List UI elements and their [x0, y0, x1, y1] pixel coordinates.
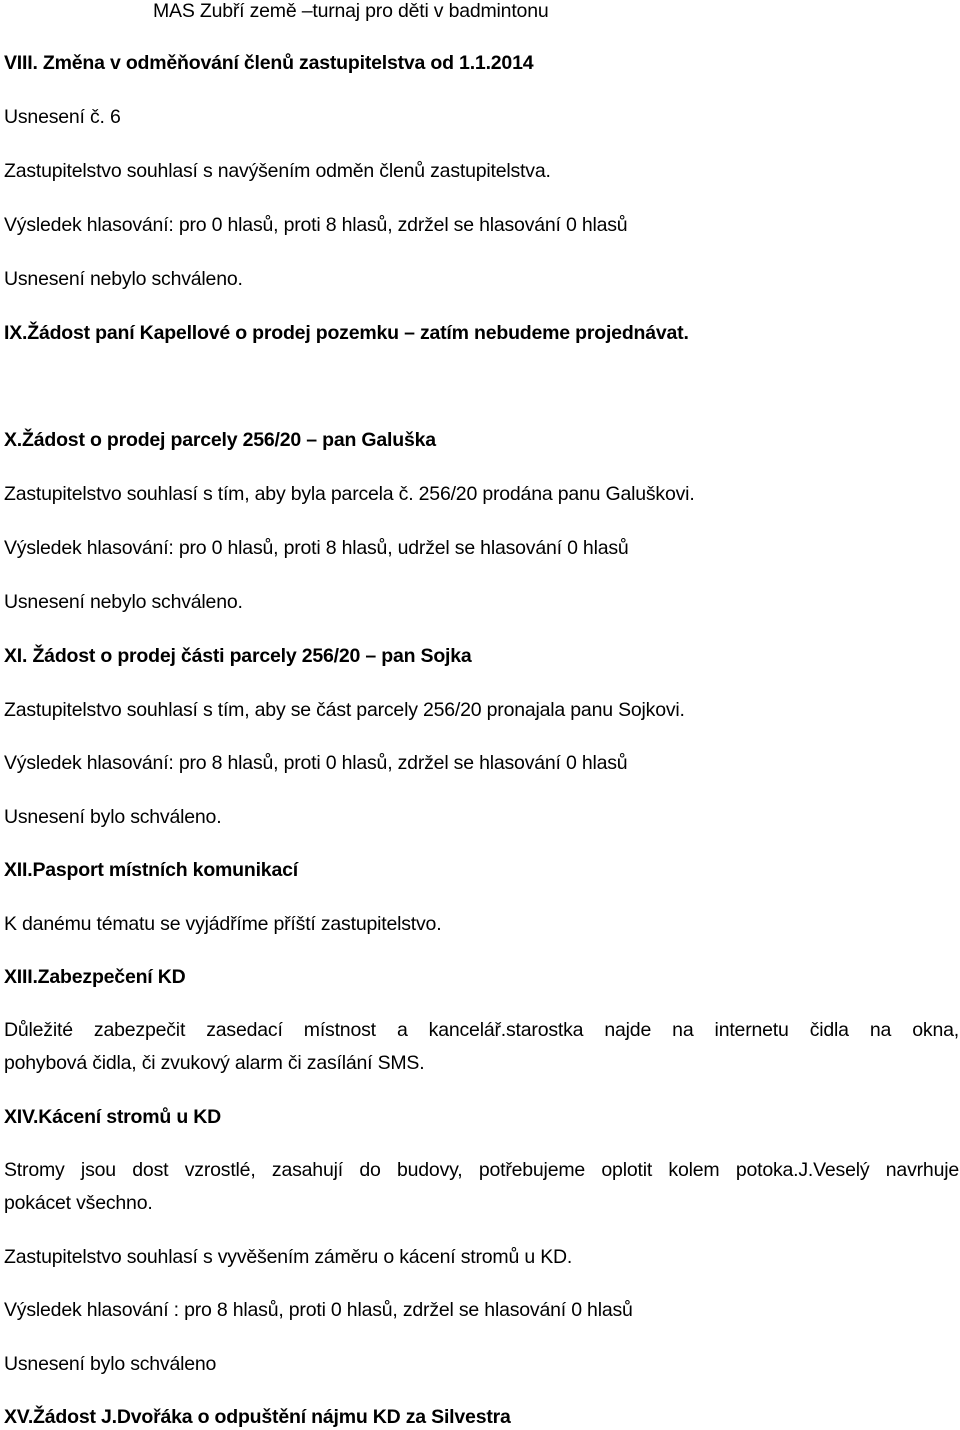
paragraph-text: Zastupitelstvo souhlasí s navýšením odměn členů zastupitelstva. [4, 160, 551, 182]
paragraph-text: Zastupitelstvo souhlasí s tím, aby se část parcely 256/20 pronajala panu Sojkovi. [4, 699, 685, 721]
vote-result: Výsledek hlasování : pro 8 hlasů, proti 0 hlasů, zdržel se hlasování 0 hlasů [4, 1299, 633, 1321]
page-header: MAS Zubří země –turnaj pro děti v badmintonu [153, 0, 549, 22]
paragraph-text-continued: pokácet všechno. [4, 1192, 153, 1214]
paragraph-text: Důležité zabezpečit zasedací místnost a kancelář.starostka najde na internetu čidla na okna, [4, 1019, 959, 1041]
heading-viii: VIII. Změna v odměňování členů zastupitelstva od 1.1.2014 [4, 52, 534, 74]
heading-ix: IX.Žádost paní Kapellové o prodej pozemku – zatím nebudeme projednávat. [4, 322, 689, 344]
heading-xiv: XIV.Kácení stromů u KD [4, 1106, 222, 1128]
vote-result: Výsledek hlasování: pro 0 hlasů, proti 8 hlasů, udržel se hlasování 0 hlasů [4, 537, 629, 559]
vote-result: Výsledek hlasování: pro 8 hlasů, proti 0 hlasů, zdržel se hlasování 0 hlasů [4, 752, 628, 774]
heading-x: X.Žádost o prodej parcely 256/20 – pan Galuška [4, 429, 436, 451]
paragraph-text: K danému tématu se vyjádříme příští zastupitelstvo. [4, 913, 442, 935]
paragraph-text: Zastupitelstvo souhlasí s tím, aby byla parcela č. 256/20 prodána panu Galuškovi. [4, 483, 695, 505]
heading-xi: XI. Žádost o prodej části parcely 256/20 – pan Sojka [4, 645, 472, 667]
resolution-status: Usnesení nebylo schváleno. [4, 268, 243, 290]
resolution-number: Usnesení č. 6 [4, 106, 121, 128]
resolution-status: Usnesení nebylo schváleno. [4, 591, 243, 613]
resolution-status: Usnesení bylo schváleno. [4, 806, 222, 828]
heading-xii: XII.Pasport místních komunikací [4, 859, 298, 881]
paragraph-text-continued: pohybová čidla, či zvukový alarm či zasílání SMS. [4, 1052, 425, 1074]
paragraph-text: Zastupitelstvo souhlasí s vyvěšením záměru o kácení stromů u KD. [4, 1246, 573, 1268]
paragraph-text: Stromy jsou dost vzrostlé, zasahují do budovy, potřebujeme oplotit kolem potoka.J.Veselý navrhuje [4, 1159, 959, 1181]
vote-result: Výsledek hlasování: pro 0 hlasů, proti 8 hlasů, zdržel se hlasování 0 hlasů [4, 214, 628, 236]
heading-xiii: XIII.Zabezpečení KD [4, 966, 186, 988]
resolution-status: Usnesení bylo schváleno [4, 1353, 217, 1375]
heading-xv: XV.Žádost J.Dvořáka o odpuštění nájmu KD za Silvestra [4, 1406, 511, 1428]
